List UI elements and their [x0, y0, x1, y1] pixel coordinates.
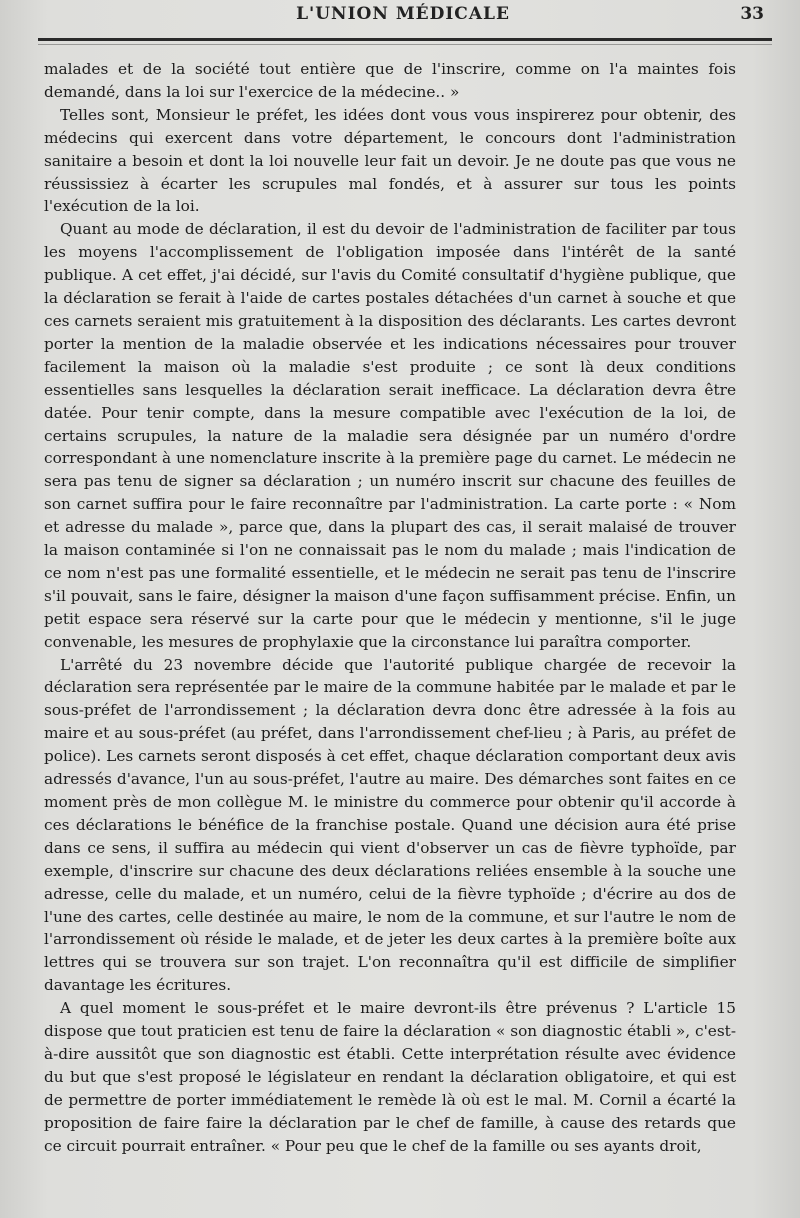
body-text [44, 58, 736, 1158]
paragraph: L'arrêté du 23 novembre décide que l'autorité publique chargée de recevoir la déclaration sera représentée par le maire de la commune habitée par le malade et par le sous-préfet de l'arrondissement ; la déclaration devra donc être adressée à la fois au maire et au sous-préfet (au préfet, dans l'arrondissement chef-lieu ; à Paris, au préfet de police). Les carnets seront disposés à cet effet, chaque déclaration comportant deux avis adressés d'avance, l'un au sous-préfet, l'autre au maire. Des démarches sont faites en ce moment près de mon collègue M. le ministre du commerce pour obtenir qu'il accorde à ces déclarations le bénéfice de la franchise postale. Quand une décision aura été prise dans ce sens, il suffira au médecin qui vient d'observer un cas de fièvre typhoïde, par exemple, d'inscrire sur chacune des deux déclarations reliées ensemble à la souche une adresse, celle du malade, et un numéro, celui de la fièvre typhoïde ; d'écrire au dos de l'une des cartes, celle destinée au maire, le nom de la commune, et sur l'autre le nom de l'arrondissement où réside le malade, et de jeter les deux cartes à la première boîte aux lettres qui se trouvera sur son trajet. L'on reconnaîtra qu'il est difficile de simplifier davantage les écritures. [44, 655, 736, 995]
paragraph: A quel moment le sous-préfet et le maire devront-ils être prévenus ? L'article 15 dispose que tout praticien est tenu de faire la déclaration « son diagnostic établi », c'est-à-dire aussitôt que son diagnostic est établi. Cette interprétation résulte avec évidence du but que s'est proposé le législateur en rendant la déclaration obligatoire, et qui est de permettre de porter immédiatement le remède là où est le mal. M. Cornil a écarté la proposition de faire faire la déclaration par le chef de famille, à cause des retards que ce circuit pourrait entraîner. « Pour peu que le chef de la famille ou ses ayants droit, [44, 999, 736, 1155]
page-number: 33 [740, 4, 764, 24]
header-rule [38, 38, 772, 41]
paragraph: Telles sont, Monsieur le préfet, les idées dont vous vous inspirerez pour obtenir, des médecins qui exercent dans votre département, le concours dont l'administration sanitaire a besoin et dont la loi nouvelle leur fait un devoir. Je ne doute pas que vous ne réussissiez à écarter les scrupules mal fondés, et à assurer sur tous les points l'exécution de la loi. [44, 105, 736, 216]
paragraph: malades et de la société tout entière que de l'inscrire, comme on l'a maintes fois demandé, dans la loi sur l'exercice de la médecine.. » [44, 60, 736, 101]
header-rule-thin [38, 44, 772, 45]
running-title: L'UNION MÉDICALE [296, 4, 510, 24]
page-header [36, 4, 770, 32]
paragraph: Quant au mode de déclaration, il est du devoir de l'administration de faciliter par tous les moyens l'accomplissement de l'obligation imposée dans l'intérêt de la santé publique. A cet effet, j'ai décidé, sur l'avis du Comité consultatif d'hygiène publique, que la déclaration se ferait à l'aide de cartes postales détachées d'un carnet à souche et que ces carnets seraient mis gratuitement à la disposition des déclarants. Les cartes devront porter la mention de la maladie observée et les indications nécessaires pour trouver facilement la maison où la maladie s'est produite ; ce sont là deux conditions essentielles sans lesquelles la déclaration serait inefficace. La déclaration devra être datée. Pour tenir compte, dans la mesure compatible avec l'exécution de la loi, de certains scrupules, la nature de la maladie sera désignée par un numéro d'ordre correspondant à une nomenclature inscrite à la première page du carnet. Le médecin ne sera pas tenu de signer sa déclaration ; un numéro inscrit sur chacune des feuilles de son carnet suffira pour le faire reconnaître par l'administration. La carte porte : « Nom et adresse du malade », parce que, dans la plupart des cas, il serait malaisé de trouver la maison contaminée si l'on ne connaissait pas le nom du malade ; mais l'indication de ce nom n'est pas une formalité essentielle, et le médecin ne serait pas tenu de l'inscrire s'il pouvait, sans le faire, désigner la maison d'une façon suffisamment précise. Enfin, un petit espace sera réservé sur la carte pour que le médecin y mentionne, s'il le juge convenable, les mesures de prophylaxie que la circonstance lui paraîtra comporter. [44, 220, 736, 651]
